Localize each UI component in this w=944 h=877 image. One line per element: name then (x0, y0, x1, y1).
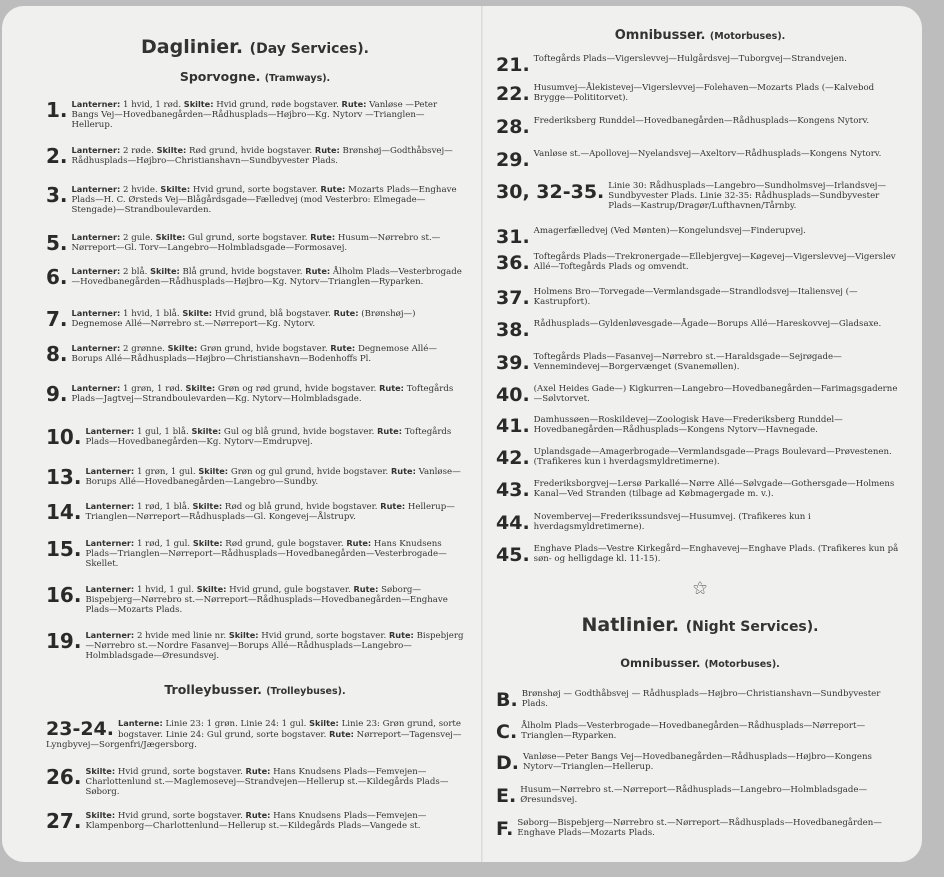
sign-label: Skilte: (160, 184, 191, 194)
lanterns-text: 1 grøn, 1 rød. (123, 384, 183, 394)
route-number: 45. (496, 544, 530, 566)
route-text: Enghave Plads—Vestre Kirkegård—Enghavevej—Enghave Plads. (Trafikeres kun på søn- og helligdage kl. 11-15). (533, 544, 899, 564)
lanterns-text: 1 grøn, 1 gul. (136, 467, 196, 477)
route-entry (46, 810, 464, 832)
lanterns-label: Lanterner: (85, 630, 135, 640)
route-number: 6. (46, 265, 68, 289)
sign-text: Gul og blå grund, hvide bogstaver. (223, 427, 375, 437)
lanterns-label: Lanterner: (71, 232, 121, 242)
route-number: 8. (46, 342, 68, 366)
route-text: Brønshøj — Godthåbsvej — Rådhusplads—Højbro—Christianshavn—Sundbyvester Plads. (521, 689, 881, 709)
route-number: C. (496, 721, 518, 743)
route-number: 13. (46, 465, 82, 489)
route-entry (496, 149, 904, 171)
route-text: Nørreport—Tagensvej—Lyngbyvej—Sorgenfri/Jægersborg. (46, 730, 462, 750)
night-omni-heading (496, 656, 904, 670)
route-text: Mozarts Plads—Enghave Plads—H. C. Ørsteds Vej—Blågårdsgade—Fælledvej (mod Vesterbro: Elmegade—Stengade)—Strandboulevarden. (71, 185, 457, 215)
route-text: Søborg—Bispebjerg—Nørrebro st.—Nørreport—Rådhusplads—Hovedbanegården—Enghave Plads—Mozarts Plads. (85, 585, 448, 615)
route-entry (46, 266, 464, 288)
title-text: Daglinier. (141, 36, 244, 58)
heading-text: Trolleybusser. (164, 682, 262, 697)
route-text: (Brønshøj—) Degnemose Allé—Nørrebro st.—Nørreport—Kg. Nytorv. (71, 309, 416, 329)
lanterns-text: 1 hvid, 1 rød. (123, 100, 182, 110)
route-label: Rute: (320, 184, 346, 194)
lanterns-text: 1 hvid, 1 gul. (136, 585, 194, 595)
route-number: 26. (46, 765, 82, 789)
route-text: Toftegårds Plads—Fasanvej—Nørrebro st.—Haraldsgade—Sejrøgade—Vennemindevej—Borgervænget (Svanemøllen). (533, 352, 842, 372)
route-entry (496, 226, 904, 248)
route-text: Frederiksberg Runddel—Hovedbanegården—Rådhusplads—Kongens Nytorv. (533, 116, 870, 126)
sign-text: Grøn og gul grund, hvide bogstaver. (230, 467, 389, 477)
route-number: 22. (496, 83, 530, 105)
sign-label: Skilte: (192, 538, 223, 548)
route-label: Rute: (379, 383, 404, 393)
route-entry (46, 466, 464, 488)
route-text: Toftegårds Plads—Jagtvej—Strandboulevarden—Kg. Nytorv—Holmbladsgade. (71, 384, 454, 404)
route-entry (496, 447, 904, 469)
lanterns-label: Lanterner: (71, 99, 121, 109)
route-entry (496, 384, 904, 406)
sign-text: Hvid grund, sorte bogstaver. (117, 811, 243, 821)
route-entry (496, 287, 904, 309)
lanterns-label: Lanterner: (71, 184, 121, 194)
lanterns-text: 1 gul, 1 blå. (136, 427, 189, 437)
route-text: Vanløse —Peter Bangs Vej—Hovedbanegården—Rådhusplads—Højbro—Kg. Nytorv —Trianglen—Hellerup. (71, 100, 438, 130)
route-label: Rute: (380, 501, 406, 511)
route-text: Toftegårds Plads—Trekronergade—Ellebjergvej—Køgevej—Vigerslevvej—Vigerslev Allé—Toftegårds Plads og omvendt. (533, 252, 896, 272)
sign-text: Hvid grund, gule bogstaver. (229, 585, 351, 595)
sign-text: Rød grund, hvide bogstaver. (189, 146, 313, 156)
sign-label: Skilte: (85, 810, 116, 820)
sign-label: Skilte: (309, 718, 339, 728)
route-number: 38. (496, 319, 530, 341)
route-entry (46, 538, 464, 569)
route-number: 21. (496, 54, 530, 76)
route-text: Hans Knudsens Plads—Femvejen—Klampenborg—Charlottenlund—Hellerup st.—Kildegårds Plads—Vangede st. (85, 811, 427, 831)
route-label: Rute: (310, 232, 336, 242)
route-text: Uplandsgade—Amagerbrogade—Vermlandsgade—Prags Boulevard—Prøvestenen. (Trafikeres kun i hverdagsmyldretimerne). (533, 447, 892, 467)
route-label: Rute: (353, 584, 379, 594)
route-text: Hans Knudsens Plads—Femvejen—Charlottenlund st.—Maglemosevej—Strandvejen—Hellerup st.—Kildegårds Plads—Søborg. (85, 767, 449, 797)
route-number: 30, 32-35. (496, 181, 605, 203)
sign-text: Hvid grund, sorte bogstaver. (261, 631, 387, 641)
route-number: 1. (46, 98, 68, 122)
heading-text: Omnibusser. (614, 28, 706, 43)
heading-subtext: (Trolleybuses). (266, 686, 346, 697)
route-text: Toftegårds Plads—Vigerslevvej—Hulgårdsvej—Tuborgvej—Strandvejen. (533, 54, 847, 64)
tram-heading (46, 69, 464, 84)
lanterns-text: 1 rød, 1 blå. (136, 502, 190, 512)
lanterns-text: 2 hvide. (123, 185, 158, 195)
route-text: Hellerup—Trianglen—Nørreport—Rådhusplads—Gl. Kongevej—Ålstrupv. (85, 502, 455, 522)
sign-text: Hvid grund, sorte bogstaver. (192, 185, 318, 195)
route-number: 37. (496, 287, 530, 309)
route-text: Linie 30: Rådhusplads—Langebro—Sundholmsvej—Irlandsvej—Sundbyvester Plads. Linie 32-35: Rådhusplads—Sundbyvester Plads—Kastrup/Dragør/Lufthavnen/Tårnby. (608, 181, 887, 211)
route-number: 31. (496, 226, 530, 248)
route-entry (46, 383, 464, 405)
sign-text: Rød og blå grund, hvide bogstaver. (224, 502, 378, 512)
lanterns-label: Lanterner: (85, 501, 135, 511)
lanterns-label: Lanterner: (71, 145, 121, 155)
sign-text: Blå grund, hvide bogstaver. (182, 267, 303, 277)
sign-label: Skilte: (191, 426, 222, 436)
timetable-sheet (2, 6, 922, 862)
route-label: Rute: (330, 343, 356, 353)
lanterns-label: Lanterner: (71, 308, 121, 318)
route-entry (496, 785, 904, 807)
center-fold (481, 6, 483, 862)
route-label: Rute: (391, 466, 416, 476)
route-number: E. (496, 785, 517, 807)
title-subtext: (Day Services). (249, 41, 369, 57)
route-text: Hans Knudsens Plads—Trianglen—Nørreport—Rådhusplads—Hovedbanegården—Vesterbrogade—Skellet. (85, 539, 447, 569)
lanterns-text: 2 hvide med linie nr. (136, 631, 227, 641)
route-number: D. (496, 752, 519, 774)
route-number: 5. (46, 231, 68, 255)
route-text: Vanløse st.—Apollovej—Nyelandsvej—Axeltorv—Rådhusplads—Kongens Nytorv. (533, 149, 882, 159)
sign-label: Skilte: (85, 766, 116, 776)
route-number: 27. (46, 809, 82, 833)
route-entry (496, 352, 904, 374)
route-number: B. (496, 689, 518, 711)
route-number: 9. (46, 382, 68, 406)
lanterns-label: Lanterner: (85, 426, 135, 436)
route-text: Husumvej—Ålekistevej—Vigerslevvej—Folehaven—Mozarts Plads (—Kalvebod Brygge—Polititorvet). (533, 83, 875, 103)
route-label: Rute: (329, 729, 354, 739)
route-number: 19. (46, 629, 82, 653)
ornament-icon: ⚝ (693, 580, 707, 596)
route-entry (46, 232, 464, 254)
route-number: 14. (46, 500, 82, 524)
title-text: Natlinier. (581, 614, 680, 636)
route-text: Bispebjerg—Nørrebro st.—Nordre Fasanvej—Borups Allé—Rådhusplads—Langebro—Holmbladsgade—Øresundsvej. (85, 631, 464, 661)
route-number: 23-24. (46, 718, 114, 740)
sign-label: Skilte: (185, 383, 216, 393)
sign-label: Skilte: (167, 343, 198, 353)
lanterns-label: Lanterner: (71, 266, 121, 276)
lanterns-text: 1 rød, 1 gul. (136, 539, 191, 549)
route-number: 40. (496, 384, 530, 406)
sign-label: Skilte: (182, 308, 213, 318)
route-entry (496, 479, 904, 501)
route-entry (496, 721, 904, 743)
sign-label: Skilte: (150, 266, 180, 276)
route-entry (46, 584, 464, 615)
route-label: Rute: (245, 766, 271, 776)
lanterns-label: Lanterner: (71, 383, 121, 393)
route-text: Ålholm Plads—Vesterbrogade—Hovedbanegården—Rådhusplads—Nørreport—Trianglen—Ryparken. (521, 721, 866, 741)
route-number: 16. (46, 583, 82, 607)
route-text: Vanløse—Borups Allé—Hovedbanegården—Langebro—Sundby. (85, 467, 461, 487)
heading-subtext: (Motorbuses). (704, 659, 780, 670)
route-text: Novembervej—Frederikssundsvej—Husumvej. (Trafikeres kun i hverdagsmyldretimerne). (533, 512, 811, 532)
sign-text: Hvid grund, sorte bogstaver. (117, 767, 243, 777)
route-entry (46, 99, 464, 130)
route-number: 10. (46, 425, 82, 449)
night-services-title (496, 614, 904, 636)
route-entry (496, 252, 904, 274)
sign-text: Gul grund, sorte bogstaver. (188, 233, 308, 243)
route-label: Rute: (341, 99, 367, 109)
route-entry (46, 501, 464, 523)
lanterns-label: Lanterner: (85, 466, 135, 476)
route-entry (46, 343, 464, 365)
route-label: Rute: (305, 266, 331, 276)
heading-subtext: (Tramways). (264, 73, 331, 84)
lanterns-text: 1 hvid, 1 blå. (123, 309, 180, 319)
lanterns-label: Lanterner: (85, 538, 135, 548)
route-entry (46, 426, 464, 448)
route-entry (46, 766, 464, 797)
route-entry (496, 415, 904, 437)
trolley-heading (46, 682, 464, 697)
route-number: 3. (46, 183, 68, 207)
route-number: 15. (46, 537, 82, 561)
route-number: 39. (496, 352, 530, 374)
title-subtext: (Night Services). (685, 619, 819, 635)
heading-text: Omnibusser. (620, 656, 701, 670)
route-text: Ålholm Plads—Vesterbrogade—Hovedbanegården—Rådhusplads—Højbro—Kg. Nytorv—Trianglen—Ryparken. (71, 267, 462, 287)
route-text: Søborg—Bispebjerg—Nørrebro st.—Nørreport—Rådhusplads—Hovedbanegården—Enghave Plads—Mozarts Plads. (517, 818, 882, 838)
omni-heading (496, 28, 904, 43)
route-label: Rute: (377, 426, 402, 436)
route-number: 41. (496, 415, 530, 437)
route-entry (46, 145, 464, 167)
route-entry (46, 308, 464, 330)
route-label: Rute: (346, 538, 372, 548)
route-entry (496, 544, 904, 566)
sign-text: Linie 23: Grøn grund, sorte bogstaver. Linie 24: Gul grund, sorte bogstaver. (117, 719, 461, 740)
route-text: Toftegårds Plads—Hovedbanegården—Kg. Nytorv—Emdrupvej. (85, 427, 452, 447)
sign-text: Hvid grund, blå bogstaver. (214, 309, 331, 319)
route-number: F. (496, 818, 514, 840)
route-text: Amagerfælledvej (Ved Mønten)—Kongelundsvej—Finderupvej. (533, 226, 806, 236)
route-text: Husum—Nørrebro st.—Nørreport—Gl. Torv—Langebro—Holmbladsgade—Formosavej. (71, 233, 441, 253)
lanterns-label: Lanterner: (85, 584, 135, 594)
heading-subtext: (Motorbuses). (709, 31, 786, 42)
sign-label: Skilte: (198, 466, 229, 476)
route-entry (496, 319, 904, 341)
route-entry (496, 818, 904, 840)
sign-text: Grøn og rød grund, hvide bogstaver. (217, 384, 377, 394)
sign-label: Skilte: (228, 630, 259, 640)
sign-text: Grøn grund, hvide bogstaver. (200, 344, 328, 354)
route-number: 42. (496, 447, 530, 469)
route-text: Damhussøen—Roskildevej—Zoologisk Have—Frederiksberg Runddel—Hovedbanegården—Rådhusplads—Kongens Nytorv—Havnegade. (533, 415, 843, 435)
route-entry (496, 752, 904, 774)
lanterns-label: Lanterner: (71, 343, 121, 353)
route-text: (Axel Heides Gade—) Kigkurren—Langebro—Hovedbanegården—Farimagsgaderne—Sølvtorvet. (533, 384, 898, 404)
route-entry (496, 116, 904, 138)
sign-label: Skilte: (192, 501, 223, 511)
lanterns-label: Lanterne: (117, 718, 163, 728)
route-number: 7. (46, 307, 68, 331)
route-entry (496, 181, 904, 211)
route-number: 2. (46, 144, 68, 168)
route-number: 28. (496, 116, 530, 138)
route-entry (46, 718, 464, 750)
route-label: Rute: (333, 308, 359, 318)
route-entry (496, 83, 904, 105)
lanterns-text: 2 blå. (123, 267, 148, 277)
route-text: Degnemose Allé—Borups Allé—Rådhusplads—Højbro—Christianshavn—Bodenhoffs Pl. (71, 344, 437, 364)
route-entry (46, 184, 464, 215)
route-number: 44. (496, 512, 530, 534)
route-entry (496, 689, 904, 711)
route-entry (46, 630, 464, 661)
route-label: Rute: (388, 630, 414, 640)
route-text: Rådhusplads—Gyldenløvesgade—Ågade—Borups Allé—Hareskovvej—Gladsaxe. (533, 319, 882, 329)
sign-text: Hvid grund, røde bogstaver. (216, 100, 339, 110)
lanterns-text: 2 røde. (123, 146, 154, 156)
sign-text: Rød grund, gule bogstaver. (225, 539, 344, 549)
route-number: 36. (496, 252, 530, 274)
sign-label: Skilte: (156, 145, 187, 155)
lanterns-text: 2 gule. (123, 233, 153, 243)
route-text: Brønshøj—Godthåbsvej—Rådhusplads—Højbro—Christianshavn—Sundbyvester Plads. (71, 146, 453, 166)
route-number: 29. (496, 149, 530, 171)
route-text: Frederiksborgvej—Lersø Parkallé—Nørre Allé—Sølvgade—Gothersgade—Holmens Kanal—Ved Stranden (tilbage ad Købmagergade m. v.). (533, 479, 895, 499)
route-label: Rute: (314, 145, 340, 155)
route-entry (496, 512, 904, 534)
route-text: Holmens Bro—Torvegade—Vermlandsgade—Strandlodsvej—Italiensvej (—Kastrupfort). (533, 287, 858, 307)
route-label: Rute: (245, 810, 271, 820)
sign-label: Skilte: (196, 584, 227, 594)
heading-text: Sporvogne. (179, 69, 261, 84)
route-number: 43. (496, 479, 530, 501)
sign-label: Skilte: (155, 232, 186, 242)
day-services-title (46, 36, 464, 58)
sign-label: Skilte: (183, 99, 214, 109)
lanterns-text: Linie 23: 1 grøn. Linie 24: 1 gul. (165, 719, 307, 729)
route-entry (496, 54, 904, 76)
route-text: Vanløse—Peter Bangs Vej—Hovedbanegården—Rådhusplads—Højbro—Kongens Nytorv—Trianglen—Hellerup. (523, 752, 872, 772)
lanterns-text: 2 grønne. (123, 344, 165, 354)
route-text: Husum—Nørrebro st.—Nørreport—Rådhusplads—Langebro—Holmbladsgade—Øresundsvej. (520, 785, 868, 805)
